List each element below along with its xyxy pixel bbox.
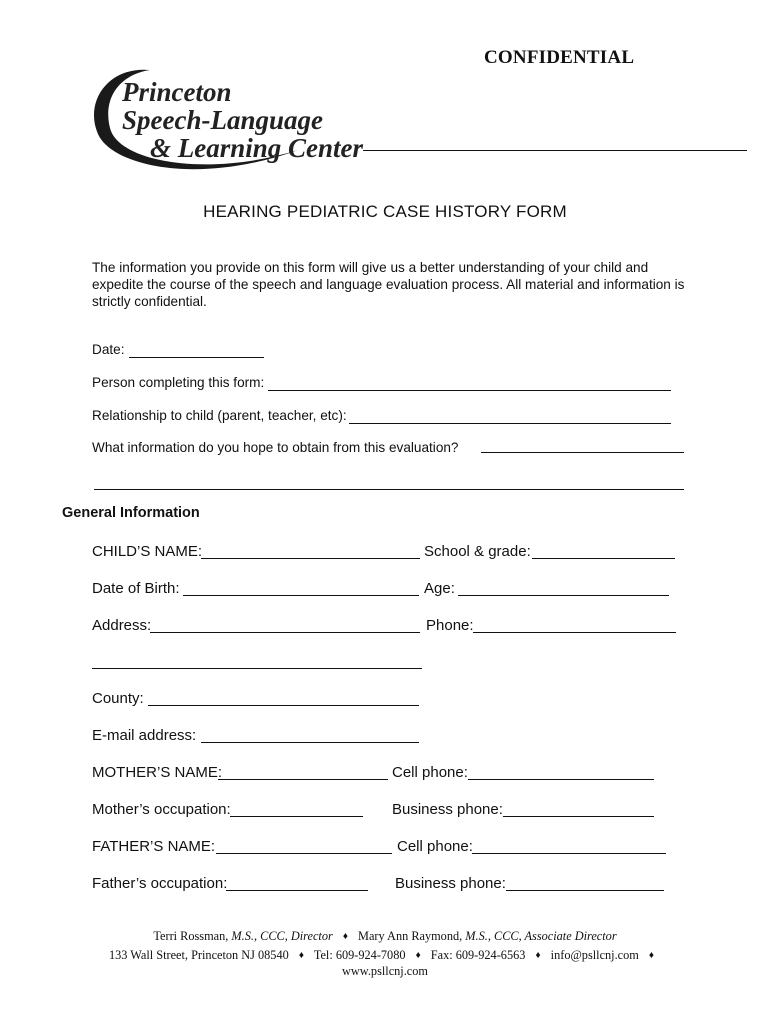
relationship-label: Relationship to child (parent, teacher, etc): <box>92 408 347 423</box>
school-grade-label: School & grade: <box>424 543 531 560</box>
father-cell-field[interactable] <box>472 853 666 854</box>
diamond-separator-icon: ♦ <box>298 950 304 961</box>
logo-line-2: Speech-Language <box>122 105 323 135</box>
childs-name-field[interactable] <box>201 558 420 559</box>
diamond-separator-icon: ♦ <box>415 950 421 961</box>
email-label: E-mail address: <box>92 727 197 744</box>
center-logo <box>88 62 368 187</box>
person-completing-label: Person completing this form: <box>92 375 265 390</box>
associate-name: Mary Ann Raymond, <box>358 929 463 943</box>
general-information-heading: General Information <box>62 505 200 521</box>
footer-fax: Fax: 609-924-6563 <box>430 948 526 962</box>
hope-to-obtain-field-2[interactable] <box>94 489 684 490</box>
dob-label: Date of Birth: <box>92 580 180 597</box>
hope-to-obtain-field[interactable] <box>481 452 684 453</box>
address-label: Address: <box>92 617 152 634</box>
age-label: Age: <box>424 580 455 597</box>
phone-label: Phone: <box>426 617 474 634</box>
director-title: M.S., CCC, Director <box>231 929 333 943</box>
address-field-2[interactable] <box>92 668 422 669</box>
school-grade-field[interactable] <box>532 558 675 559</box>
footer-email[interactable]: info@psllcnj.com <box>550 948 639 962</box>
fathers-occupation-label: Father’s occupation: <box>92 875 228 892</box>
header-rule <box>363 150 747 151</box>
age-field[interactable] <box>458 595 669 596</box>
mother-cell-label: Cell phone: <box>392 764 468 781</box>
address-field[interactable] <box>150 632 420 633</box>
email-field[interactable] <box>201 742 419 743</box>
confidential-label: CONFIDENTIAL <box>484 47 635 68</box>
footer-staff-line <box>0 929 770 944</box>
person-completing-field[interactable] <box>268 390 671 391</box>
father-cell-label: Cell phone: <box>397 838 473 855</box>
father-business-label: Business phone: <box>395 875 506 892</box>
logo-line-3: & Learning Center <box>150 133 364 163</box>
director-name: Terri Rossman, <box>153 929 229 943</box>
footer-tel: Tel: 609-924-7080 <box>313 948 406 962</box>
relationship-field[interactable] <box>349 423 671 424</box>
dob-field[interactable] <box>183 595 419 596</box>
footer-address: 133 Wall Street, Princeton NJ 08540 <box>108 948 289 962</box>
mother-business-field[interactable] <box>503 816 654 817</box>
associate-title: M.S., CCC, Associate Director <box>465 929 617 943</box>
father-business-field[interactable] <box>506 890 664 891</box>
phone-field[interactable] <box>473 632 676 633</box>
footer-website[interactable]: www.psllcnj.com <box>342 964 428 978</box>
diamond-separator-icon: ♦ <box>648 950 655 961</box>
fathers-name-label: FATHER’S NAME: <box>92 838 216 855</box>
county-label: County: <box>92 690 144 707</box>
form-title: HEARING PEDIATRIC CASE HISTORY FORM <box>203 202 567 221</box>
logo-line-1: Princeton <box>122 77 232 107</box>
diamond-separator-icon: ♦ <box>342 931 348 942</box>
mother-business-label: Business phone: <box>392 801 503 818</box>
fathers-name-field[interactable] <box>216 853 392 854</box>
footer-contact-line <box>0 948 770 963</box>
mothers-name-label: MOTHER’S NAME: <box>92 764 223 781</box>
fathers-occupation-field[interactable] <box>226 890 368 891</box>
intro-paragraph: The information you provide on this form will give us a better understanding of your child and expedite the course of the speech and language evaluation process. All material and information is strictly confidential. <box>92 260 685 309</box>
hope-to-obtain-label: What information do you hope to obtain from this evaluation? <box>92 440 459 455</box>
diamond-separator-icon: ♦ <box>535 950 541 961</box>
county-field[interactable] <box>148 705 419 706</box>
mothers-occupation-label: Mother’s occupation: <box>92 801 231 818</box>
date-label: Date: <box>92 342 125 357</box>
mothers-name-field[interactable] <box>218 779 388 780</box>
mothers-occupation-field[interactable] <box>230 816 363 817</box>
mother-cell-field[interactable] <box>468 779 654 780</box>
childs-name-label: CHILD’S NAME: <box>92 543 203 560</box>
date-field[interactable] <box>129 357 264 358</box>
